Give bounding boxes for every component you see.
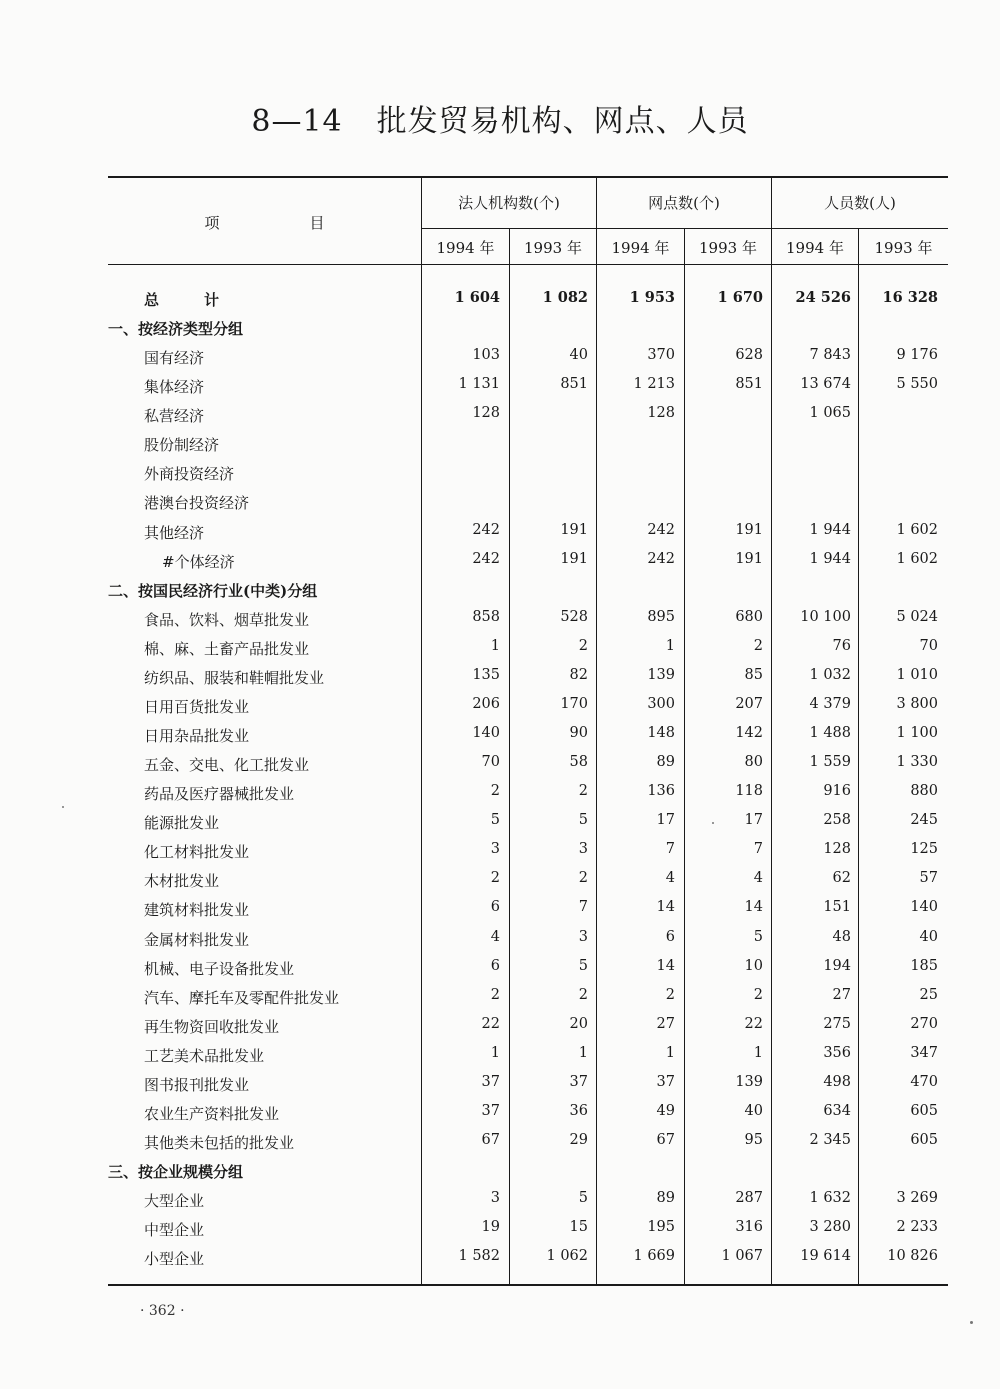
row-value: 19 — [481, 1219, 500, 1236]
row-value: 136 — [647, 783, 675, 800]
row-value: 7 — [753, 841, 763, 858]
row-value: 140 — [472, 725, 500, 742]
row-value: 242 — [472, 521, 500, 538]
row-value: 4 — [490, 928, 500, 945]
row-value: 1 944 — [809, 521, 851, 538]
row-value: 89 — [656, 1190, 675, 1207]
row-value: 1 — [490, 1044, 500, 1061]
table-row — [108, 371, 948, 400]
row-label: 日用杂品批发业 — [144, 727, 250, 746]
row-value: 170 — [560, 695, 588, 712]
row-label: 工艺美术品批发业 — [144, 1046, 265, 1065]
row-value: 128 — [823, 841, 851, 858]
row-value: 4 — [753, 870, 763, 887]
row-value: 10 826 — [887, 1248, 938, 1265]
row-value: 2 233 — [896, 1219, 938, 1236]
row-label: 中型企业 — [144, 1221, 205, 1240]
row-label: 股份制经济 — [144, 436, 220, 455]
row-value: 895 — [647, 608, 675, 625]
row-label: 图书报刊批发业 — [144, 1075, 250, 1094]
row-value: 49 — [656, 1102, 675, 1119]
row-value: 185 — [910, 957, 938, 974]
row-label: 棉、麻、土畜产品批发业 — [144, 639, 310, 658]
header-year: 1993 年 — [874, 239, 933, 257]
row-value: 40 — [919, 928, 938, 945]
row-label: 大型企业 — [144, 1192, 205, 1211]
row-value: 103 — [472, 347, 500, 364]
row-value: 9 176 — [896, 347, 938, 364]
row-value: 1 582 — [458, 1248, 500, 1265]
row-value: 2 — [490, 783, 500, 800]
table-row — [108, 1127, 948, 1156]
row-value: 3 — [490, 841, 500, 858]
row-value: 1 488 — [809, 725, 851, 742]
row-label: 金属材料批发业 — [144, 930, 250, 949]
row-value: 270 — [910, 1015, 938, 1032]
row-label: 三、按企业规模分组 — [108, 1163, 244, 1182]
row-value: 1 — [578, 1044, 588, 1061]
row-value: 1 065 — [809, 405, 851, 422]
row-label: 其他类未包括的批发业 — [144, 1134, 295, 1153]
table-row — [108, 1214, 948, 1243]
row-value: 22 — [744, 1015, 763, 1032]
row-value: 1 602 — [896, 550, 938, 567]
row-value: 880 — [910, 783, 938, 800]
row-value: 7 — [665, 841, 675, 858]
row-value: 1 953 — [629, 289, 675, 306]
row-value: 207 — [735, 695, 763, 712]
table-row — [108, 1069, 948, 1098]
row-value: 128 — [647, 405, 675, 422]
table-row — [108, 807, 948, 836]
top-rule — [108, 176, 948, 178]
row-value: 1 604 — [454, 289, 500, 306]
row-label: 小型企业 — [144, 1250, 205, 1269]
row-value: 62 — [832, 870, 851, 887]
row-label: 其他经济 — [144, 523, 205, 542]
table-row — [108, 691, 948, 720]
row-label: 总 计 — [144, 291, 220, 309]
table-row — [108, 633, 948, 662]
row-value: 29 — [569, 1132, 588, 1149]
row-label: 机械、电子设备批发业 — [144, 959, 295, 978]
table-number: 8—14 — [251, 104, 343, 139]
row-value: 10 100 — [800, 608, 851, 625]
row-value: 135 — [472, 666, 500, 683]
row-value: 1 100 — [896, 725, 938, 742]
table-row — [108, 1098, 948, 1127]
row-value: 858 — [472, 608, 500, 625]
row-value: 24 526 — [795, 289, 851, 306]
row-value: 58 — [569, 754, 588, 771]
row-value: 1 062 — [546, 1248, 588, 1265]
header-item: 项 目 — [204, 214, 325, 232]
row-value: 851 — [735, 376, 763, 393]
row-value: 195 — [647, 1219, 675, 1236]
row-value: 1 131 — [458, 376, 500, 393]
row-value: 140 — [910, 899, 938, 916]
row-value: 80 — [744, 754, 763, 771]
table-row — [108, 720, 948, 749]
row-value: 2 — [578, 986, 588, 1003]
row-value: 5 — [578, 957, 588, 974]
row-label: 外商投资经济 — [144, 465, 235, 484]
row-value: 2 — [753, 986, 763, 1003]
table-title: 批发贸易机构、网点、人员 — [376, 104, 749, 139]
row-value: 7 — [578, 899, 588, 916]
row-value: 27 — [656, 1015, 675, 1032]
scan-speck — [970, 1321, 973, 1324]
row-value: 14 — [656, 899, 675, 916]
row-value: 1 082 — [542, 289, 588, 306]
table-row — [108, 458, 948, 487]
section-row — [108, 575, 948, 604]
row-value: 37 — [656, 1073, 675, 1090]
row-value: 95 — [744, 1132, 763, 1149]
table-row — [108, 894, 948, 923]
row-value: 1 067 — [721, 1248, 763, 1265]
row-label: 建筑材料批发业 — [144, 901, 250, 920]
row-value: 1 559 — [809, 754, 851, 771]
row-value: 15 — [569, 1219, 588, 1236]
table-row — [108, 1185, 948, 1214]
row-value: 57 — [919, 870, 938, 887]
row-value: 300 — [647, 695, 675, 712]
row-value: 2 — [490, 870, 500, 887]
table-row — [108, 604, 948, 633]
row-value: 191 — [560, 521, 588, 538]
row-value: 191 — [735, 550, 763, 567]
row-value: 851 — [560, 376, 588, 393]
row-value: 27 — [832, 986, 851, 1003]
row-value: 3 280 — [809, 1219, 851, 1236]
row-value: 528 — [560, 608, 588, 625]
row-value: 605 — [910, 1132, 938, 1149]
row-value: 3 — [490, 1190, 500, 1207]
row-label: 再生物资回收批发业 — [144, 1017, 280, 1036]
row-value: 125 — [910, 841, 938, 858]
row-label: 港澳台投资经济 — [144, 494, 250, 513]
header-group-staff: 人员数(人) — [824, 194, 896, 212]
table-row — [108, 865, 948, 894]
row-value: 14 — [656, 957, 675, 974]
row-label: 国有经济 — [144, 349, 205, 368]
row-value: 1 032 — [809, 666, 851, 683]
row-value: 25 — [919, 986, 938, 1003]
table-row — [108, 662, 948, 691]
row-label: 木材批发业 — [144, 872, 220, 891]
row-value: 7 843 — [809, 347, 851, 364]
row-value: 139 — [647, 666, 675, 683]
section-row — [108, 313, 948, 342]
header-year: 1994 年 — [611, 239, 670, 257]
row-label: 农业生产资料批发业 — [144, 1104, 280, 1123]
row-value: 1 944 — [809, 550, 851, 567]
row-value: 37 — [569, 1073, 588, 1090]
row-value: 3 269 — [896, 1190, 938, 1207]
row-value: 275 — [823, 1015, 851, 1032]
row-value: 22 — [481, 1015, 500, 1032]
row-value: 605 — [910, 1102, 938, 1119]
row-value: 19 614 — [800, 1248, 851, 1265]
row-value: 2 — [578, 870, 588, 887]
row-value: 37 — [481, 1102, 500, 1119]
row-value: 76 — [832, 637, 851, 654]
row-value: 82 — [569, 666, 588, 683]
scan-speck — [712, 822, 714, 824]
row-value: 191 — [560, 550, 588, 567]
row-value: 347 — [910, 1044, 938, 1061]
row-value: 242 — [647, 521, 675, 538]
table-row — [108, 953, 948, 982]
total-row — [108, 284, 948, 313]
row-value: 1 — [490, 637, 500, 654]
row-label: 化工材料批发业 — [144, 843, 250, 862]
header-year: 1993 年 — [699, 239, 757, 257]
row-value: 5 — [753, 928, 763, 945]
header-group-outlets: 网点数(个) — [648, 194, 720, 212]
row-value: 1 010 — [896, 666, 938, 683]
row-value: 70 — [919, 637, 938, 654]
row-label: 一、按经济类型分组 — [108, 320, 244, 339]
header-year: 1994 年 — [436, 239, 495, 257]
table-row — [108, 429, 948, 458]
row-value: 470 — [910, 1073, 938, 1090]
row-value: 258 — [823, 812, 851, 829]
row-value: 16 328 — [882, 289, 938, 306]
row-value: 498 — [823, 1073, 851, 1090]
row-value: 2 — [578, 783, 588, 800]
row-value: 4 — [665, 870, 675, 887]
row-value: 2 — [490, 986, 500, 1003]
row-value: 17 — [656, 812, 675, 829]
page-number: · 362 · — [140, 1303, 185, 1319]
row-value: 48 — [832, 928, 851, 945]
row-value: 206 — [472, 695, 500, 712]
row-value: 1 213 — [633, 376, 675, 393]
row-value: 916 — [823, 783, 851, 800]
row-label: 药品及医疗器械批发业 — [144, 785, 295, 804]
table-row — [108, 924, 948, 953]
row-value: 2 345 — [809, 1132, 851, 1149]
table-row — [108, 749, 948, 778]
row-value: 242 — [472, 550, 500, 567]
table-row — [108, 1243, 948, 1272]
header-year: 1993 年 — [524, 239, 582, 257]
row-value: 2 — [578, 637, 588, 654]
row-label: 日用百货批发业 — [144, 697, 250, 716]
row-label: 集体经济 — [144, 378, 205, 397]
table-row — [108, 1040, 948, 1069]
row-value: 2 — [753, 637, 763, 654]
row-value: 118 — [735, 783, 763, 800]
row-value: 3 — [578, 928, 588, 945]
header-group-legal-entities: 法人机构数(个) — [458, 194, 560, 212]
row-value: 1 — [665, 1044, 675, 1061]
row-value: 6 — [490, 899, 500, 916]
header-year: 1994 年 — [786, 239, 844, 257]
row-label: 二、按国民经济行业(中类)分组 — [108, 581, 318, 600]
row-value: 680 — [735, 608, 763, 625]
row-value: 5 024 — [896, 608, 938, 625]
row-value: 4 379 — [809, 695, 851, 712]
table-row — [108, 342, 948, 371]
row-value: 5 550 — [896, 376, 938, 393]
table-row — [108, 836, 948, 865]
table-row — [108, 517, 948, 546]
row-value: 3 800 — [896, 695, 938, 712]
row-value: 128 — [472, 405, 500, 422]
table-row — [108, 778, 948, 807]
row-label: 能源批发业 — [144, 814, 220, 833]
table-row — [108, 400, 948, 429]
row-value: 14 — [744, 899, 763, 916]
row-value: 37 — [481, 1073, 500, 1090]
row-value: 5 — [578, 812, 588, 829]
row-value: 1 330 — [896, 754, 938, 771]
row-value: 242 — [647, 550, 675, 567]
row-label: 私营经济 — [144, 407, 205, 426]
row-value: 17 — [744, 812, 763, 829]
row-value: 6 — [665, 928, 675, 945]
row-value: 36 — [569, 1102, 588, 1119]
row-value: 1 — [753, 1044, 763, 1061]
row-value: 5 — [490, 812, 500, 829]
row-label: #个体经济 — [162, 552, 235, 571]
row-value: 148 — [647, 725, 675, 742]
row-value: 10 — [744, 957, 763, 974]
row-value: 191 — [735, 521, 763, 538]
row-value: 628 — [735, 347, 763, 364]
row-value: 1 670 — [717, 289, 763, 306]
row-value: 356 — [823, 1044, 851, 1061]
row-value: 70 — [481, 754, 500, 771]
scan-speck — [62, 806, 64, 808]
table-row — [108, 487, 948, 516]
row-value: 6 — [490, 957, 500, 974]
bottom-rule — [108, 1284, 948, 1286]
table-row — [108, 546, 948, 575]
row-label: 五金、交电、化工批发业 — [144, 756, 310, 775]
row-value: 13 674 — [800, 376, 851, 393]
row-value: 316 — [735, 1219, 763, 1236]
row-value: 287 — [735, 1190, 763, 1207]
row-value: 1 602 — [896, 521, 938, 538]
row-value: 151 — [823, 899, 851, 916]
row-value: 40 — [744, 1102, 763, 1119]
row-label: 食品、饮料、烟草批发业 — [144, 610, 310, 629]
section-row — [108, 1156, 948, 1185]
row-label: 汽车、摩托车及零配件批发业 — [144, 988, 340, 1007]
row-value: 89 — [656, 754, 675, 771]
row-value: 40 — [569, 347, 588, 364]
table-row — [108, 1011, 948, 1040]
row-value: 67 — [481, 1132, 500, 1149]
row-value: 20 — [569, 1015, 588, 1032]
row-value: 1 632 — [809, 1190, 851, 1207]
row-value: 1 669 — [633, 1248, 675, 1265]
header-bottom-rule — [108, 264, 948, 265]
row-value: 90 — [569, 725, 588, 742]
row-value: 245 — [910, 812, 938, 829]
row-value: 634 — [823, 1102, 851, 1119]
row-value: 142 — [735, 725, 763, 742]
row-value: 2 — [665, 986, 675, 1003]
row-value: 139 — [735, 1073, 763, 1090]
row-value: 85 — [744, 666, 763, 683]
row-value: 5 — [578, 1190, 588, 1207]
table-row — [108, 982, 948, 1011]
row-value: 3 — [578, 841, 588, 858]
row-value: 370 — [647, 347, 675, 364]
row-value: 1 — [665, 637, 675, 654]
row-value: 194 — [823, 957, 851, 974]
row-value: 67 — [656, 1132, 675, 1149]
row-label: 纺织品、服装和鞋帽批发业 — [144, 668, 325, 687]
page-title — [0, 96, 1000, 140]
